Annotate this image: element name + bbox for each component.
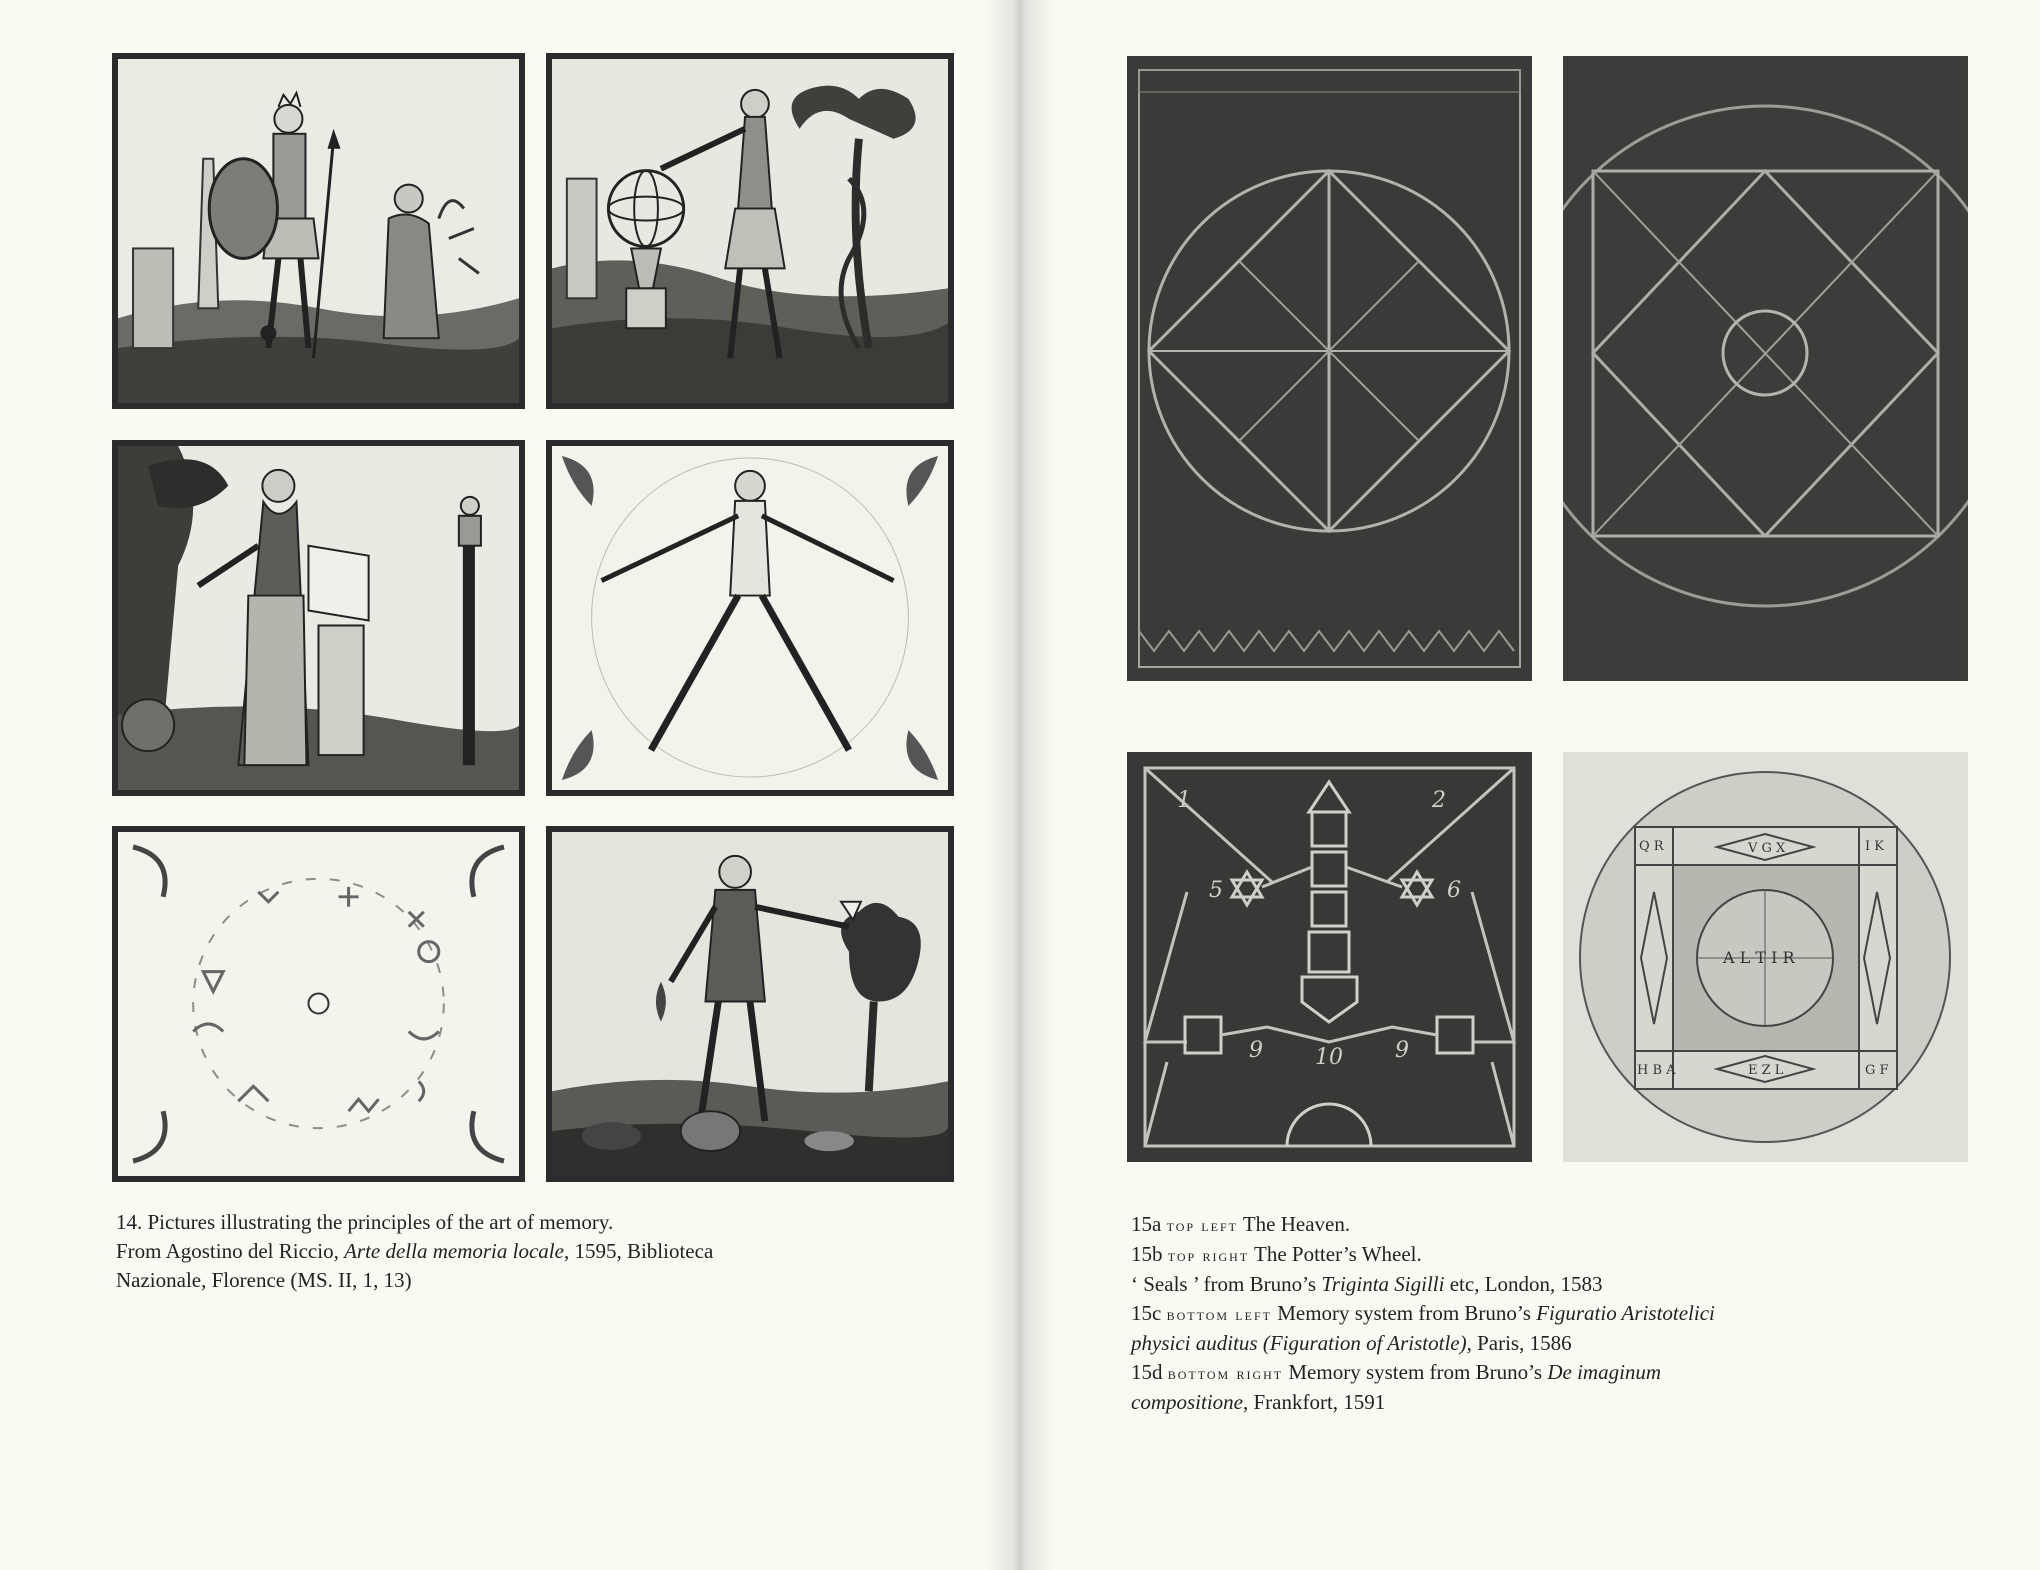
- caption-15b-position: top right: [1167, 1246, 1250, 1265]
- figuratio-label-1: 1: [1177, 788, 1191, 813]
- zodiac-circle-illustration: [118, 832, 519, 1176]
- figuratio-label-10: 10: [1315, 1045, 1343, 1070]
- book-gutter-shadow: [985, 0, 1055, 1570]
- caption-15d-line1: [1131, 1358, 2011, 1388]
- caption-seals: [1131, 1270, 2011, 1299]
- figuratio-diagram: [1127, 752, 1532, 1162]
- figure-14-caption: [116, 1208, 976, 1295]
- figuratio-label-2: 2: [1432, 788, 1446, 813]
- de-imaginum-top-label: V G X: [1748, 841, 1786, 856]
- de-imaginum-bottom-label: E Z L: [1748, 1063, 1784, 1078]
- caption-15d-text: Memory system from Bruno’s: [1283, 1360, 1548, 1384]
- de-imaginum-corner-br: G F: [1865, 1063, 1889, 1078]
- outstretched-man-illustration: [552, 446, 948, 790]
- man-with-cup-illustration: [552, 832, 948, 1176]
- caption-15b-num: 15b: [1131, 1242, 1163, 1266]
- armillary-sphere-illustration: [552, 59, 948, 403]
- plate-man-with-cup: [546, 826, 954, 1182]
- caption-15d-post: , Frankfort, 1591: [1242, 1390, 1386, 1414]
- caption-15d-num: 15d: [1131, 1360, 1163, 1384]
- caption-source-title: Arte della memoria locale: [344, 1239, 564, 1263]
- caption-15b-text: The Potter’s Wheel.: [1249, 1242, 1422, 1266]
- caption-15c-post: , Paris, 1586: [1466, 1331, 1572, 1355]
- plate-armillary-sphere: [546, 53, 954, 409]
- caption-seals-pre: ‘ Seals ’ from Bruno’s: [1131, 1272, 1322, 1296]
- figuratio-label-9b: 9: [1395, 1038, 1409, 1063]
- caption-15c-title2: physici auditus (Figuration of Aristotle): [1131, 1331, 1467, 1355]
- figuratio-label-9a: 9: [1249, 1038, 1263, 1063]
- warrior-illustration: [118, 59, 519, 403]
- figure-15-caption: [1131, 1210, 2011, 1417]
- potters-wheel-seal-diagram: [1563, 56, 1968, 681]
- plate-man-with-book: [112, 440, 525, 796]
- plate-outstretched-man: [546, 440, 954, 796]
- caption-15d-position: bottom right: [1167, 1364, 1284, 1383]
- caption-15a-text: The Heaven.: [1237, 1212, 1351, 1236]
- heaven-seal-diagram: [1127, 56, 1532, 681]
- caption-source-pre: From Agostino del Riccio,: [116, 1239, 345, 1263]
- de-imaginum-corner-tr: I K: [1865, 839, 1884, 854]
- caption-15c-position: bottom left: [1166, 1305, 1272, 1324]
- caption-15b: [1131, 1240, 2011, 1270]
- de-imaginum-corner-bl: H B A: [1637, 1063, 1676, 1078]
- figure-14-caption-line1: 14. Pictures illustrating the principles of the art of memory.: [116, 1210, 614, 1234]
- caption-15a-position: top left: [1166, 1216, 1238, 1235]
- figure-14-caption-line2: [116, 1237, 976, 1266]
- caption-15a-num: 15a: [1131, 1212, 1162, 1236]
- caption-seals-title: Triginta Sigilli: [1321, 1272, 1445, 1296]
- plate-de-imaginum-memory-system: [1563, 752, 1968, 1162]
- caption-15c-line2: [1131, 1329, 2011, 1358]
- de-imaginum-corner-tl: Q R: [1639, 839, 1664, 854]
- caption-15c-line1: [1131, 1299, 2011, 1329]
- caption-15c-num: 15c: [1131, 1301, 1162, 1325]
- man-with-book-illustration: [118, 446, 519, 790]
- figuratio-label-6: 6: [1447, 878, 1461, 903]
- de-imaginum-diagram: [1563, 752, 1968, 1162]
- figure-14-caption-line3: Nazionale, Florence (MS. II, 1, 13): [116, 1268, 412, 1292]
- caption-source-post: , 1595, Biblioteca: [563, 1239, 714, 1263]
- plate-the-heaven: [1127, 56, 1532, 681]
- plate-figuratio-memory-system: [1127, 752, 1532, 1162]
- caption-15d-title2: compositione: [1131, 1390, 1243, 1414]
- plate-the-potters-wheel: [1563, 56, 1968, 681]
- caption-15c-title1: Figuratio Aristotelici: [1536, 1301, 1715, 1325]
- caption-seals-post: etc, London, 1583: [1444, 1272, 1603, 1296]
- caption-15d-title1: De imaginum: [1547, 1360, 1662, 1384]
- caption-15a: [1131, 1210, 2011, 1240]
- plate-zodiac-circle: [112, 826, 525, 1182]
- caption-15d-line2: [1131, 1388, 2011, 1417]
- de-imaginum-center-label: A L T I R: [1723, 948, 1795, 967]
- right-page: [1020, 0, 2040, 1570]
- plate-warrior: [112, 53, 525, 409]
- figuratio-label-5: 5: [1209, 878, 1223, 903]
- caption-15c-text: Memory system from Bruno’s: [1271, 1301, 1537, 1325]
